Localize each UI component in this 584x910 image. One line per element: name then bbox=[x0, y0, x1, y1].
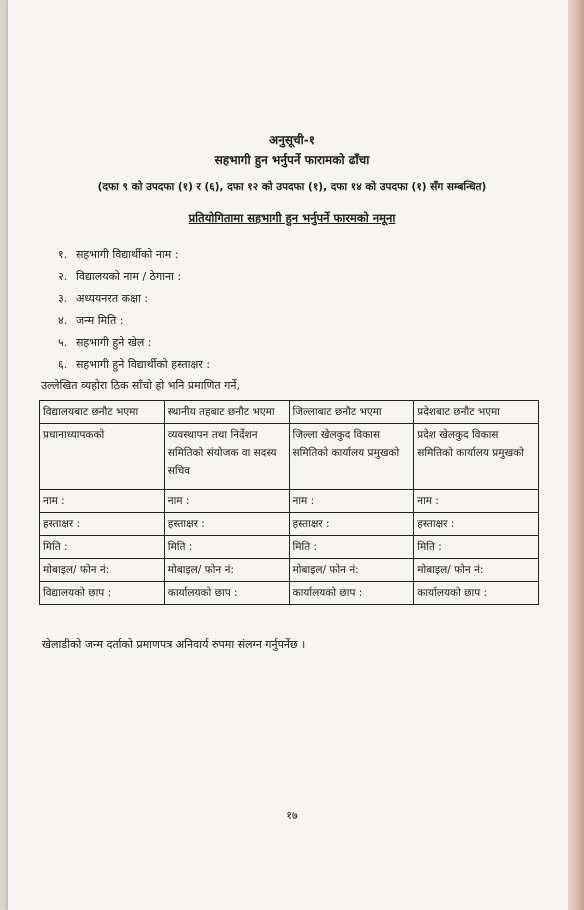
table-cell: कार्यालयको छाप : bbox=[414, 582, 539, 605]
table-header: स्थानीय तहबाट छनौट भएमा bbox=[164, 401, 289, 424]
field-label: सहभागी हुने विद्यार्थीको हस्ताक्षर : bbox=[76, 358, 211, 371]
certification-statement: उल्लेखित व्यहोरा ठिक साँचो हो भनि प्रमाणित गर्ने, bbox=[41, 379, 240, 392]
table-row bbox=[40, 513, 539, 536]
list-item bbox=[58, 332, 210, 354]
table-cell: नाम : bbox=[414, 490, 539, 513]
form-fields-list bbox=[58, 244, 210, 376]
table-header: विद्यालयबाट छनौट भएमा bbox=[40, 401, 165, 424]
table-cell: व्यवस्थापन तथा निर्देशन समितिको संयोजक वा सदस्य सचिव bbox=[164, 424, 289, 490]
table-cell: नाम : bbox=[164, 490, 289, 513]
table-cell: मोबाइल/ फोन नं: bbox=[164, 559, 289, 582]
table-cell: प्रदेश खेलकुद विकास समितिको कार्यालय प्रमुखको bbox=[414, 424, 539, 490]
list-item bbox=[58, 266, 210, 288]
table-cell: हस्ताक्षर : bbox=[289, 513, 414, 536]
table-cell: जिल्ला खेलकुद विकास समितिको कार्यालय प्रमुखको bbox=[289, 424, 414, 490]
verification-table bbox=[39, 400, 539, 605]
field-label: अध्ययनरत कक्षा : bbox=[76, 292, 149, 305]
schedule-heading: अनुसूची-१ bbox=[269, 133, 315, 147]
table-cell: कार्यालयको छाप : bbox=[164, 582, 289, 605]
table-cell: मिति : bbox=[40, 536, 165, 559]
list-item bbox=[58, 244, 210, 266]
table-cell: मोबाइल/ फोन नं: bbox=[40, 559, 165, 582]
table-row bbox=[40, 536, 539, 559]
footnote: खेलाडीको जन्म दर्ताको प्रमाणपत्र अनिवार्य रुपमा संलग्न गर्नुपर्नेछ । bbox=[42, 638, 306, 651]
table-cell: नाम : bbox=[40, 490, 165, 513]
table-cell: हस्ताक्षर : bbox=[40, 513, 165, 536]
field-label: जन्म मिति : bbox=[76, 314, 124, 327]
item-number: १. bbox=[58, 248, 68, 261]
item-number: ६. bbox=[58, 358, 68, 371]
table-cell: हस्ताक्षर : bbox=[164, 513, 289, 536]
item-number: ४. bbox=[58, 314, 68, 327]
table-cell: नाम : bbox=[289, 490, 414, 513]
table-cell: कार्यालयको छाप : bbox=[289, 582, 414, 605]
table-row bbox=[40, 424, 539, 490]
table-cell: मिति : bbox=[414, 536, 539, 559]
field-label: सहभागी हुने खेल : bbox=[76, 336, 152, 349]
item-number: ५. bbox=[58, 336, 68, 349]
table-cell: मिति : bbox=[164, 536, 289, 559]
table-header: प्रदेशबाट छनौट भएमा bbox=[414, 401, 539, 424]
table-cell: विद्यालयको छाप : bbox=[40, 582, 165, 605]
form-template-title: सहभागी हुन भर्नुपर्ने फारामको ढाँचा bbox=[214, 153, 370, 167]
legal-reference: (दफा ९ को उपदफा (१) र (६), दफा १२ को उपदफा (१), दफा १४ को उपदफा (१) सँग सम्बन्धित) bbox=[97, 181, 487, 193]
sample-form-title: प्रतियोगितामा सहभागी हुन भर्नुपर्ने फारमको नमूना bbox=[188, 211, 396, 225]
field-label: सहभागी विद्यार्थीको नाम : bbox=[76, 248, 179, 261]
table-header-row bbox=[40, 401, 539, 424]
table-row bbox=[40, 559, 539, 582]
table-header: जिल्लाबाट छनौट भएमा bbox=[289, 401, 414, 424]
table-cell: प्रधानाध्यापकको bbox=[40, 424, 165, 490]
table-row bbox=[40, 582, 539, 605]
table-cell: हस्ताक्षर : bbox=[414, 513, 539, 536]
table-cell: मिति : bbox=[289, 536, 414, 559]
page-number: १७ bbox=[286, 809, 298, 822]
table-cell: मोबाइल/ फोन नं: bbox=[289, 559, 414, 582]
item-number: २. bbox=[58, 270, 68, 283]
list-item bbox=[58, 354, 210, 376]
table-cell: मोबाइल/ फोन नं: bbox=[414, 559, 539, 582]
list-item bbox=[58, 288, 210, 310]
table-row bbox=[40, 490, 539, 513]
list-item bbox=[58, 310, 210, 332]
item-number: ३. bbox=[58, 292, 68, 305]
field-label: विद्यालयको नाम / ठेगाना : bbox=[76, 270, 182, 283]
